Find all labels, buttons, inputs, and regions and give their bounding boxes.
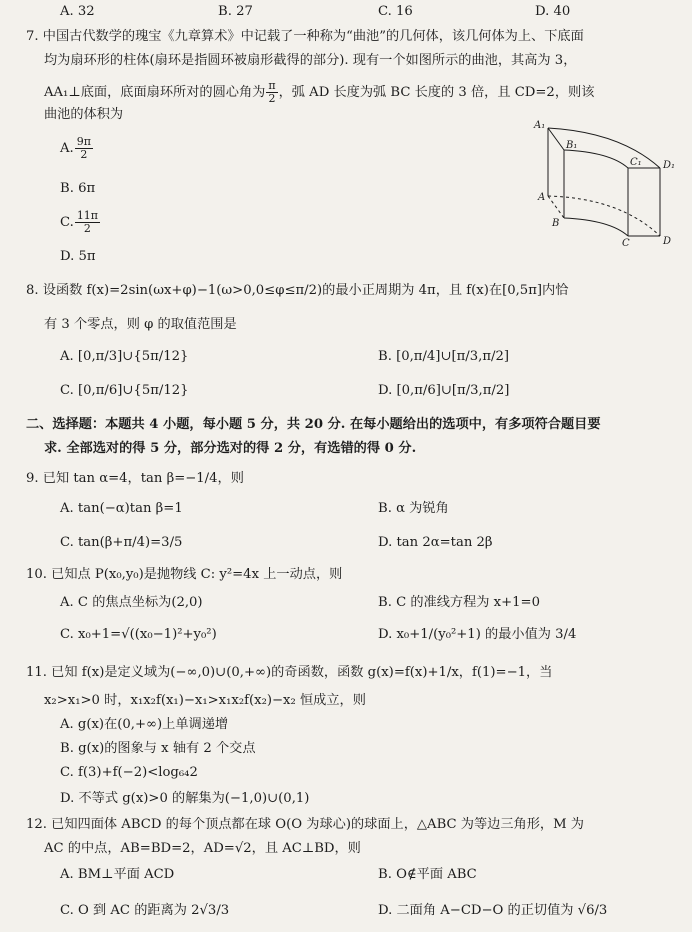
q9-stem: 9. 已知 tan α=4，tan β=−1/4，则: [26, 471, 244, 486]
q8-stem-line2: 有 3 个零点，则 φ 的取值范围是: [44, 317, 237, 332]
q7-stem-line3: AA₁⊥底面，底面扇环所对的圆心角为 $\frac{\pi}{2}$ ，弧 AD 长度为弧 BC 长度的 3 倍，且 CD=2，则该: [44, 79, 595, 105]
q12-stem-line1: 12. 已知四面体 ABCD 的每个顶点都在球 O(O 为球心)的球面上，△ABC 为等边三角形，M 为: [26, 817, 584, 832]
q11-option-d: D. 不等式 g(x)>0 的解集为(−1,0)∪(0,1): [60, 791, 310, 806]
label-B: B: [552, 218, 560, 229]
q7-stem-line2: 均为扇环形的柱体(扇环是指圆环被扇形截得的部分). 现有一个如图所示的曲池，其高为 3，: [44, 53, 577, 68]
q6-option-a: A. 32: [60, 4, 95, 19]
q10-option-d: D. x₀+1/(y₀²+1) 的最小值为 3/4: [378, 627, 577, 642]
q9-option-d: D. tan 2α=tan 2β: [378, 535, 493, 550]
q9-option-b: B. α 为锐角: [378, 501, 449, 516]
q12-option-c: C. O 到 AC 的距离为 2√3/3: [60, 903, 230, 918]
q7-option-a: A. $\frac{9\pi}{2}$: [60, 135, 91, 161]
q11-option-a: A. g(x)在(0,+∞)上单调递增: [60, 717, 229, 732]
q12-option-b: B. O∉平面 ABC: [378, 867, 477, 882]
q12-stem-line2: AC 的中点，AB=BD=2，AD=√2，且 AC⊥BD，则: [44, 841, 361, 856]
q7-stem-line4: 曲池的体积为: [44, 107, 124, 122]
label-B1: B₁: [566, 140, 578, 151]
label-A1: A₁: [534, 120, 546, 131]
q6-option-b: B. 27: [218, 4, 253, 19]
section2-instructions-line1: 二、选择题：本题共 4 小题，每小题 5 分，共 20 分. 在每小题给出的选项中，有多项符合题目要: [26, 417, 601, 432]
q7-option-b: B. 6π: [60, 181, 96, 196]
q9-option-c: C. tan(β+π/4)=3/5: [60, 535, 183, 550]
label-C1: C₁: [630, 157, 642, 168]
q6-option-d: D. 40: [535, 4, 571, 19]
q7-option-d: D. 5π: [60, 249, 96, 264]
q11-stem-line1: 11. 已知 f(x)是定义域为(−∞,0)∪(0,+∞)的奇函数，函数 g(x)=f(x)+1/x，f(1)=−1，当: [26, 665, 553, 680]
q8-option-b: B. [0,π/4]∪[π/3,π/2]: [378, 349, 509, 364]
q11-option-c: C. f(3)+f(−2)<log₆₄2: [60, 765, 198, 780]
q10-stem: 10. 已知点 P(x₀,y₀)是抛物线 C: y²=4x 上一动点，则: [26, 567, 343, 582]
q7-stem-line1: 7. 中国古代数学的瑰宝《九章算术》中记载了一种称为“曲池”的几何体，该几何体为上、下底面: [26, 29, 584, 44]
curved-pool-figure: [530, 118, 680, 248]
q11-option-b: B. g(x)的图象与 x 轴有 2 个交点: [60, 741, 256, 756]
q7-option-c: C. $\frac{11\pi}{2}$: [60, 209, 99, 235]
q11-stem-line2: x₂>x₁>0 时，x₁x₂f(x₁)−x₁>x₁x₂f(x₂)−x₂ 恒成立，则: [44, 693, 366, 708]
q8-option-a: A. [0,π/3]∪{5π/12}: [60, 349, 189, 364]
label-A: A: [538, 192, 546, 203]
q12-option-d: D. 二面角 A−CD−O 的正切值为 √6/3: [378, 903, 608, 918]
q12-option-a: A. BM⊥平面 ACD: [60, 867, 175, 882]
q7-angle-fraction: $\frac{\pi}{2}$: [268, 79, 276, 105]
label-D1: D₁: [663, 160, 676, 171]
q6-option-c: C. 16: [378, 4, 413, 19]
q9-option-a: A. tan(−α)tan β=1: [60, 501, 183, 516]
q10-option-b: B. C 的准线方程为 x+1=0: [378, 595, 540, 610]
label-C: C: [622, 238, 630, 248]
q8-option-c: C. [0,π/6]∪{5π/12}: [60, 383, 189, 398]
label-D: D: [663, 236, 672, 247]
section2-instructions-line2: 求. 全部选对的得 5 分，部分选对的得 2 分，有选错的得 0 分.: [44, 441, 417, 456]
q8-stem-line1: 8. 设函数 f(x)=2sin(ωx+φ)−1(ω>0,0≤φ≤π/2)的最小正周期为 4π，且 f(x)在[0,5π]内恰: [26, 283, 569, 298]
q8-option-d: D. [0,π/6]∪[π/3,π/2]: [378, 383, 510, 398]
q10-option-a: A. C 的焦点坐标为(2,0): [60, 595, 203, 610]
q10-option-c: C. x₀+1=√((x₀−1)²+y₀²): [60, 627, 217, 642]
